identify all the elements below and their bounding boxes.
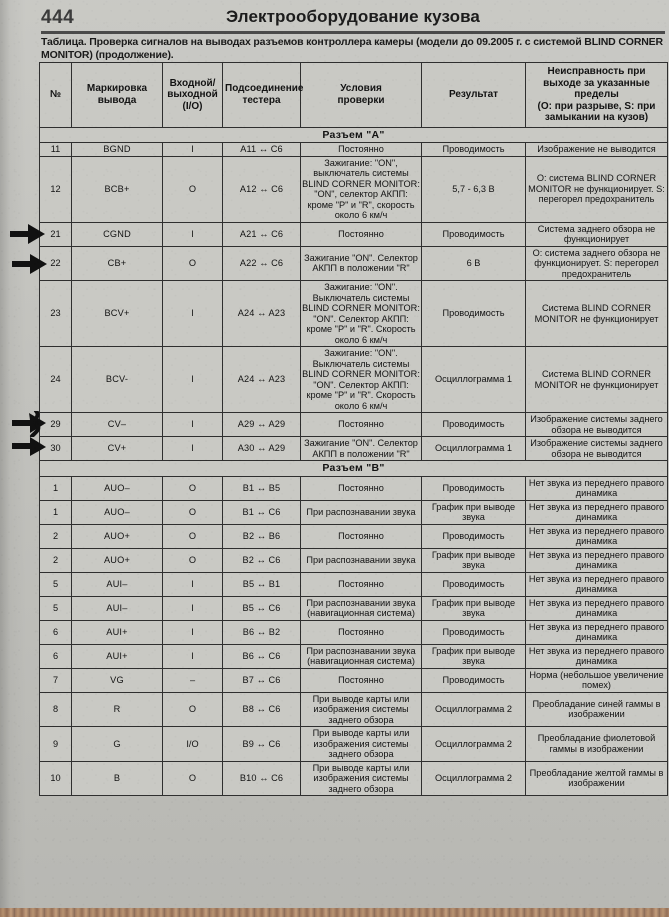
- cell-condition: Постоянно: [301, 222, 422, 246]
- cell-connection: A24 ↔ A23: [223, 281, 301, 347]
- cell-pin-number: 24: [40, 347, 72, 413]
- cell-fault: Система BLIND CORNER MONITOR не функционирует: [526, 347, 668, 413]
- cell-condition: При распознавании звука: [301, 500, 422, 524]
- table-row: [40, 692, 668, 727]
- cell-marking: AUO–: [72, 476, 163, 500]
- cell-fault: Нет звука из переднего правого динамика: [526, 572, 668, 596]
- col-header-io: Входной/ выходной (I/O): [163, 63, 223, 128]
- cell-marking: CB+: [72, 246, 163, 281]
- cell-result: График при выводе звука: [422, 548, 526, 572]
- section-row-connector-a: [40, 127, 668, 143]
- cell-result: График при выводе звука: [422, 644, 526, 668]
- col-header-connection: Подсоединение тестера: [223, 63, 301, 128]
- cell-io: O: [163, 548, 223, 572]
- cell-result: Проводимость: [422, 222, 526, 246]
- cell-fault: Нет звука из переднего правого динамика: [526, 596, 668, 620]
- cell-condition: При выводе карты или изображения системы заднего обзора: [301, 727, 422, 762]
- cell-condition: Зажигание: "ON". Выключатель системы BLIND CORNER MONITOR: "ON". Селектор АКПП: кроме "P" и "R". Скорость около 6 км/ч: [302, 282, 420, 345]
- cell-pin-number: 8: [40, 692, 72, 727]
- cell-io: I: [163, 596, 223, 620]
- cell-pin-number: 30: [40, 437, 72, 461]
- table-row: [40, 156, 668, 222]
- header-divider: [41, 31, 665, 34]
- col-header-conditions: Условия проверки: [301, 63, 422, 128]
- cell-connection: B10 ↔ C6: [223, 761, 301, 796]
- table-row: [40, 500, 668, 524]
- cell-io: O: [163, 761, 223, 796]
- cell-io: I: [163, 413, 223, 437]
- cell-fault: Норма (небольшое увеличение помех): [526, 668, 668, 692]
- section-row-connector-b: [40, 461, 668, 477]
- cell-pin-number: 7: [40, 668, 72, 692]
- table-row: [40, 524, 668, 548]
- cell-pin-number: 11: [40, 143, 72, 157]
- cell-result: Осциллограмма 2: [422, 761, 526, 796]
- cell-fault: Преобладание фиолетовой гаммы в изображении: [526, 727, 668, 762]
- cell-io: I: [163, 572, 223, 596]
- cell-condition: При распознавании звука: [301, 548, 422, 572]
- cell-connection: B2 ↔ B6: [223, 524, 301, 548]
- cell-connection: B5 ↔ B1: [223, 572, 301, 596]
- cell-marking: AUO+: [72, 524, 163, 548]
- cell-condition: Постоянно: [301, 143, 422, 157]
- cell-fault: Нет звука из переднего правого динамика: [526, 620, 668, 644]
- table-header-row: [40, 63, 668, 128]
- cell-io: –: [163, 668, 223, 692]
- cell-condition: Зажигание "ON". Селектор АКПП в положении "R": [301, 246, 422, 281]
- signal-check-table: [39, 62, 668, 796]
- col-header-marking: Маркировка вывода: [72, 63, 163, 128]
- table-row: [40, 572, 668, 596]
- cell-pin-number: 9: [40, 727, 72, 762]
- cell-io: O: [163, 246, 223, 281]
- col-header-fault: Неисправность при выходе за указанные пределы (O: при разрыве, S: при замыкании на кузов): [526, 63, 668, 128]
- table-row: [40, 413, 668, 437]
- cell-io: O: [163, 500, 223, 524]
- page-header: [41, 6, 665, 32]
- cell-condition: Зажигание "ON". Селектор АКПП в положении "R": [301, 437, 422, 461]
- cell-marking: BCB+: [72, 156, 163, 222]
- cell-pin-number: 1: [40, 500, 72, 524]
- cell-pin-number: 2: [40, 548, 72, 572]
- table-body: [40, 127, 668, 796]
- cell-marking: AUI+: [72, 620, 163, 644]
- cell-pin-number: 10: [40, 761, 72, 796]
- cell-fault: Система заднего обзора не функционирует: [526, 222, 668, 246]
- cell-result: Проводимость: [422, 281, 526, 347]
- table-row: [40, 761, 668, 796]
- table-row: [40, 246, 668, 281]
- table-row: [40, 437, 668, 461]
- cell-condition: Постоянно: [301, 476, 422, 500]
- cell-pin-number: 5: [40, 572, 72, 596]
- table-row: [40, 548, 668, 572]
- cell-io: I: [163, 620, 223, 644]
- cell-connection: A30 ↔ A29: [223, 437, 301, 461]
- cell-connection: B6 ↔ C6: [223, 644, 301, 668]
- cell-condition: Зажигание: "ON", выключатель системы BLIND CORNER MONITOR: "ON", селектор АКПП: кроме "P" и "R", скорость около 6 км/ч: [302, 157, 420, 220]
- cell-connection: B1 ↔ C6: [223, 500, 301, 524]
- table-row: [40, 596, 668, 620]
- cell-fault: Нет звука из переднего правого динамика: [526, 548, 668, 572]
- cell-io: I: [163, 347, 223, 413]
- cell-marking: BGND: [72, 143, 163, 157]
- cell-condition: Постоянно: [301, 668, 422, 692]
- cell-condition: Постоянно: [301, 413, 422, 437]
- cell-connection: A29 ↔ A29: [223, 413, 301, 437]
- cell-marking: G: [72, 727, 163, 762]
- cell-fault: Преобладание синей гаммы в изображении: [526, 692, 668, 727]
- cell-marking: AUI–: [72, 572, 163, 596]
- cell-fault: Нет звука из переднего правого динамика: [526, 476, 668, 500]
- cell-marking: AUI+: [72, 644, 163, 668]
- cell-condition: Постоянно: [301, 620, 422, 644]
- table-caption: Таблица. Проверка сигналов на выводах разъемов контроллера камеры (модели до 09.2005 г. с системой BLIND CORNER MONITOR) (продолжение).: [41, 36, 663, 61]
- cell-condition: Постоянно: [301, 572, 422, 596]
- cell-result: Проводимость: [422, 524, 526, 548]
- cell-io: I: [163, 644, 223, 668]
- cell-marking: AUO+: [72, 548, 163, 572]
- cell-result: Проводимость: [422, 668, 526, 692]
- cell-fault: Система BLIND CORNER MONITOR не функционирует: [526, 281, 668, 347]
- cell-fault: Преобладание желтой гаммы в изображении: [526, 761, 668, 796]
- cell-result: Проводимость: [422, 143, 526, 157]
- table-row: [40, 476, 668, 500]
- cell-connection: A24 ↔ A23: [223, 347, 301, 413]
- cell-io: I/O: [163, 727, 223, 762]
- cell-connection: A21 ↔ C6: [223, 222, 301, 246]
- page-title: Электрооборудование кузова: [226, 7, 480, 26]
- cell-io: I: [163, 222, 223, 246]
- cell-fault: Нет звука из переднего правого динамика: [526, 524, 668, 548]
- table-row: [40, 281, 668, 347]
- cell-fault: Изображение системы заднего обзора не выводится: [526, 437, 668, 461]
- cell-io: I: [163, 143, 223, 157]
- cell-io: I: [163, 437, 223, 461]
- cell-connection: B1 ↔ B5: [223, 476, 301, 500]
- cell-pin-number: 23: [40, 281, 72, 347]
- cell-io: O: [163, 476, 223, 500]
- cell-connection: B9 ↔ C6: [223, 727, 301, 762]
- cell-marking: CV+: [72, 437, 163, 461]
- cell-connection: B5 ↔ C6: [223, 596, 301, 620]
- cell-fault: Изображение не выводится: [526, 143, 668, 157]
- cell-marking: AUO–: [72, 500, 163, 524]
- cell-marking: VG: [72, 668, 163, 692]
- cell-result: Проводимость: [422, 476, 526, 500]
- cell-pin-number: 6: [40, 620, 72, 644]
- cell-io: I: [163, 281, 223, 347]
- cell-fault: O: система BLIND CORNER MONITOR не функционирует. S: перегорел предохранитель: [526, 156, 668, 222]
- cell-pin-number: 2: [40, 524, 72, 548]
- cell-connection: B7 ↔ C6: [223, 668, 301, 692]
- cell-connection: A12 ↔ C6: [223, 156, 301, 222]
- cell-result: Осциллограмма 2: [422, 692, 526, 727]
- cell-condition: При распознавании звука (навигационная система): [301, 644, 422, 668]
- cell-result: Осциллограмма 1: [422, 347, 526, 413]
- cell-condition: При выводе карты или изображения системы заднего обзора: [301, 761, 422, 796]
- cell-condition: Зажигание: "ON". Выключатель системы BLIND CORNER MONITOR: "ON". Селектор АКПП: кроме "P" и "R". Скорость около 6 км/ч: [302, 348, 420, 411]
- cell-marking: CGND: [72, 222, 163, 246]
- cell-pin-number: 29: [40, 413, 72, 437]
- cell-pin-number: 5: [40, 596, 72, 620]
- cell-io: O: [163, 156, 223, 222]
- cell-pin-number: 12: [40, 156, 72, 222]
- table-row: [40, 222, 668, 246]
- cell-condition: Постоянно: [301, 524, 422, 548]
- cell-marking: B: [72, 761, 163, 796]
- cell-marking: BCV+: [72, 281, 163, 347]
- cell-connection: B6 ↔ B2: [223, 620, 301, 644]
- signal-check-table-container: [39, 62, 667, 796]
- cell-marking: AUI–: [72, 596, 163, 620]
- cell-pin-number: 22: [40, 246, 72, 281]
- cell-marking: CV–: [72, 413, 163, 437]
- cell-condition: При выводе карты или изображения системы заднего обзора: [301, 692, 422, 727]
- cell-marking: BCV-: [72, 347, 163, 413]
- cell-fault: Нет звука из переднего правого динамика: [526, 500, 668, 524]
- cell-connection: B8 ↔ C6: [223, 692, 301, 727]
- cell-result: График при выводе звука: [422, 500, 526, 524]
- cell-result: Осциллограмма 2: [422, 727, 526, 762]
- cell-marking: R: [72, 692, 163, 727]
- cell-result: 6 В: [422, 246, 526, 281]
- cell-pin-number: 1: [40, 476, 72, 500]
- section-title: Разъем "A": [40, 127, 668, 143]
- scan-edge-artifact: [0, 908, 669, 917]
- cell-io: O: [163, 524, 223, 548]
- table-row: [40, 620, 668, 644]
- table-row: [40, 668, 668, 692]
- cell-fault: Нет звука из переднего правого динамика: [526, 644, 668, 668]
- cell-fault: O: система заднего обзора не функционирует. S: перегорел предохранитель: [526, 246, 668, 281]
- cell-result: Осциллограмма 1: [422, 437, 526, 461]
- page-number: 444: [41, 7, 75, 28]
- cell-result: Проводимость: [422, 572, 526, 596]
- col-header-result: Результат: [422, 63, 526, 128]
- cell-pin-number: 6: [40, 644, 72, 668]
- cell-result: 5,7 - 6,3 В: [422, 156, 526, 222]
- cell-connection: B2 ↔ C6: [223, 548, 301, 572]
- cell-result: Проводимость: [422, 413, 526, 437]
- cell-connection: A11 ↔ C6: [223, 143, 301, 157]
- cell-condition: При распознавании звука (навигационная система): [301, 596, 422, 620]
- cell-pin-number: 21: [40, 222, 72, 246]
- cell-io: O: [163, 692, 223, 727]
- table-row: [40, 644, 668, 668]
- cell-connection: A22 ↔ C6: [223, 246, 301, 281]
- cell-result: Проводимость: [422, 620, 526, 644]
- table-row: [40, 143, 668, 157]
- table-row: [40, 727, 668, 762]
- cell-fault: Изображение системы заднего обзора не выводится: [526, 413, 668, 437]
- section-title: Разъем "B": [40, 461, 668, 477]
- cell-result: График при выводе звука: [422, 596, 526, 620]
- col-header-number: №: [40, 63, 72, 128]
- table-row: [40, 347, 668, 413]
